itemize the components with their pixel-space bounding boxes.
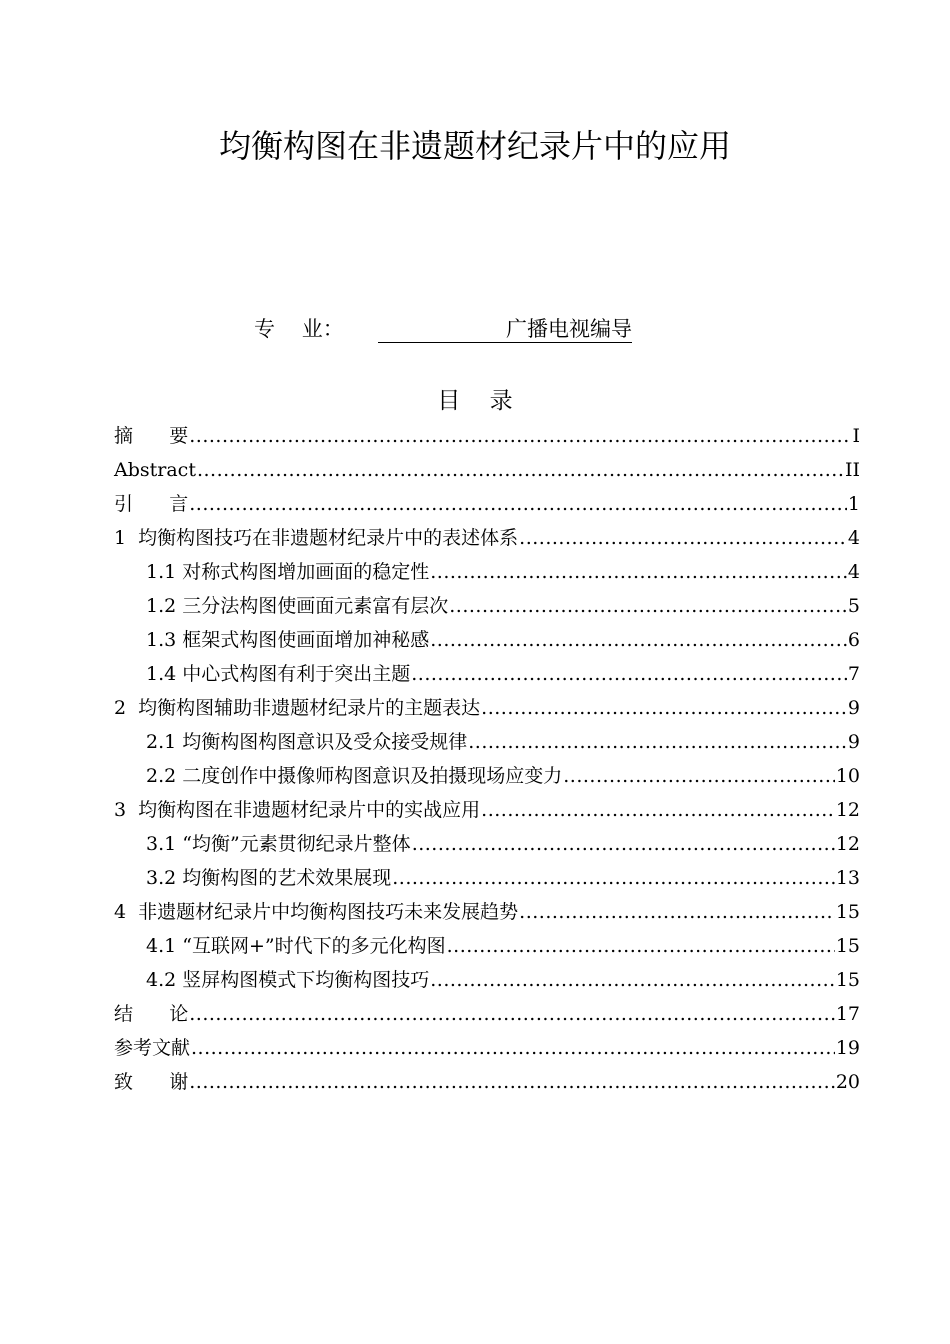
toc-entry-title: 1.3 框架式构图使画面增加神秘感 bbox=[146, 629, 430, 651]
toc-entry-title: 3 均衡构图在非遗题材纪录片中的实战应用 bbox=[114, 799, 481, 821]
toc-leader-dots bbox=[412, 827, 835, 861]
toc-entry-page: 13 bbox=[835, 867, 860, 889]
toc-entry-page: II bbox=[844, 459, 860, 481]
toc-entry-page: 10 bbox=[835, 765, 860, 787]
toc-entry[interactable] bbox=[114, 827, 860, 861]
toc-entry[interactable] bbox=[114, 1065, 860, 1099]
toc-entry-title: 致 谢 bbox=[114, 1071, 189, 1093]
toc-entry[interactable] bbox=[114, 521, 860, 555]
toc-entry-title: 结 论 bbox=[114, 1003, 189, 1025]
toc-entry-page: 6 bbox=[847, 629, 860, 651]
toc-leader-dots bbox=[430, 623, 847, 657]
toc-leader-dots bbox=[189, 487, 847, 521]
toc-heading: 目 录 bbox=[437, 388, 513, 414]
major-field bbox=[254, 312, 632, 346]
toc-entry-page: 12 bbox=[835, 833, 860, 855]
toc-entry[interactable] bbox=[114, 589, 860, 623]
toc-entry[interactable] bbox=[114, 895, 860, 929]
toc-entry[interactable] bbox=[114, 997, 860, 1031]
toc-leader-dots bbox=[392, 861, 835, 895]
toc-entry-title: 4 非遗题材纪录片中均衡构图技巧未来发展趋势 bbox=[114, 901, 519, 923]
toc-entry[interactable] bbox=[114, 487, 860, 521]
toc-entry-page: 15 bbox=[835, 935, 860, 957]
toc-entry[interactable] bbox=[114, 453, 860, 487]
toc-entry-page: 5 bbox=[847, 595, 860, 617]
toc-entry[interactable] bbox=[114, 555, 860, 589]
toc-entry[interactable] bbox=[114, 657, 860, 691]
toc-entry[interactable] bbox=[114, 691, 860, 725]
toc-leader-dots bbox=[481, 793, 835, 827]
toc-entry-page: 19 bbox=[835, 1037, 860, 1059]
toc-leader-dots bbox=[430, 555, 847, 589]
toc-entry-title: 3.1 “均衡”元素贯彻纪录片整体 bbox=[146, 833, 411, 855]
toc-leader-dots bbox=[189, 419, 851, 453]
toc-entry-title: 2.1 均衡构图构图意识及受众接受规律 bbox=[146, 731, 468, 753]
toc-entry-title: 摘 要 bbox=[114, 425, 189, 447]
toc-leader-dots bbox=[189, 1065, 835, 1099]
table-of-contents bbox=[114, 419, 860, 1099]
major-value: 广播电视编导 bbox=[378, 316, 632, 343]
toc-entry-page: I bbox=[852, 425, 860, 447]
toc-leader-dots bbox=[519, 521, 847, 555]
toc-entry[interactable] bbox=[114, 725, 860, 759]
toc-entry[interactable] bbox=[114, 419, 860, 453]
toc-leader-dots bbox=[449, 589, 847, 623]
toc-entry-page: 9 bbox=[847, 731, 860, 753]
toc-leader-dots bbox=[430, 963, 835, 997]
toc-entry-page: 1 bbox=[847, 493, 860, 515]
toc-entry-page: 4 bbox=[847, 527, 860, 549]
toc-leader-dots bbox=[519, 895, 835, 929]
toc-entry[interactable] bbox=[114, 929, 860, 963]
toc-entry-page: 20 bbox=[835, 1071, 860, 1093]
toc-entry-title: 1.4 中心式构图有利于突出主题 bbox=[146, 663, 411, 685]
toc-entry[interactable] bbox=[114, 793, 860, 827]
toc-entry-page: 9 bbox=[847, 697, 860, 719]
toc-entry-title: 4.1 “互联网+”时代下的多元化构图 bbox=[146, 935, 446, 957]
toc-entry-page: 7 bbox=[847, 663, 860, 685]
toc-leader-dots bbox=[447, 929, 835, 963]
toc-leader-dots bbox=[563, 759, 835, 793]
toc-entry-title: 2 均衡构图辅助非遗题材纪录片的主题表达 bbox=[114, 697, 481, 719]
toc-entry-title: 1 均衡构图技巧在非遗题材纪录片中的表述体系 bbox=[114, 527, 519, 549]
major-label: 专 业： bbox=[254, 317, 344, 341]
toc-entry-page: 4 bbox=[847, 561, 860, 583]
toc-entry[interactable] bbox=[114, 861, 860, 895]
toc-entry[interactable] bbox=[114, 623, 860, 657]
toc-entry-page: 17 bbox=[835, 1003, 860, 1025]
toc-entry-title: 4.2 竖屏构图模式下均衡构图技巧 bbox=[146, 969, 430, 991]
toc-leader-dots bbox=[189, 997, 835, 1031]
toc-entry-title: 2.2 二度创作中摄像师构图意识及拍摄现场应变力 bbox=[146, 765, 563, 787]
toc-entry-page: 15 bbox=[835, 901, 860, 923]
toc-entry-title: 1.1 对称式构图增加画面的稳定性 bbox=[146, 561, 430, 583]
toc-entry[interactable] bbox=[114, 759, 860, 793]
toc-entry-title: 引 言 bbox=[114, 493, 189, 515]
toc-entry-title: 参考文献 bbox=[114, 1037, 191, 1059]
toc-entry-title: 1.2 三分法构图使画面元素富有层次 bbox=[146, 595, 449, 617]
toc-entry-title: Abstract bbox=[114, 459, 196, 481]
toc-leader-dots bbox=[191, 1031, 835, 1065]
toc-entry-title: 3.2 均衡构图的艺术效果展现 bbox=[146, 867, 392, 889]
toc-leader-dots bbox=[197, 453, 844, 487]
toc-entry[interactable] bbox=[114, 963, 860, 997]
toc-leader-dots bbox=[481, 691, 847, 725]
toc-entry[interactable] bbox=[114, 1031, 860, 1065]
toc-leader-dots bbox=[411, 657, 847, 691]
toc-leader-dots bbox=[468, 725, 847, 759]
toc-entry-page: 12 bbox=[835, 799, 860, 821]
toc-entry-page: 15 bbox=[835, 969, 860, 991]
document-title: 均衡构图在非遗题材纪录片中的应用 bbox=[218, 127, 731, 165]
